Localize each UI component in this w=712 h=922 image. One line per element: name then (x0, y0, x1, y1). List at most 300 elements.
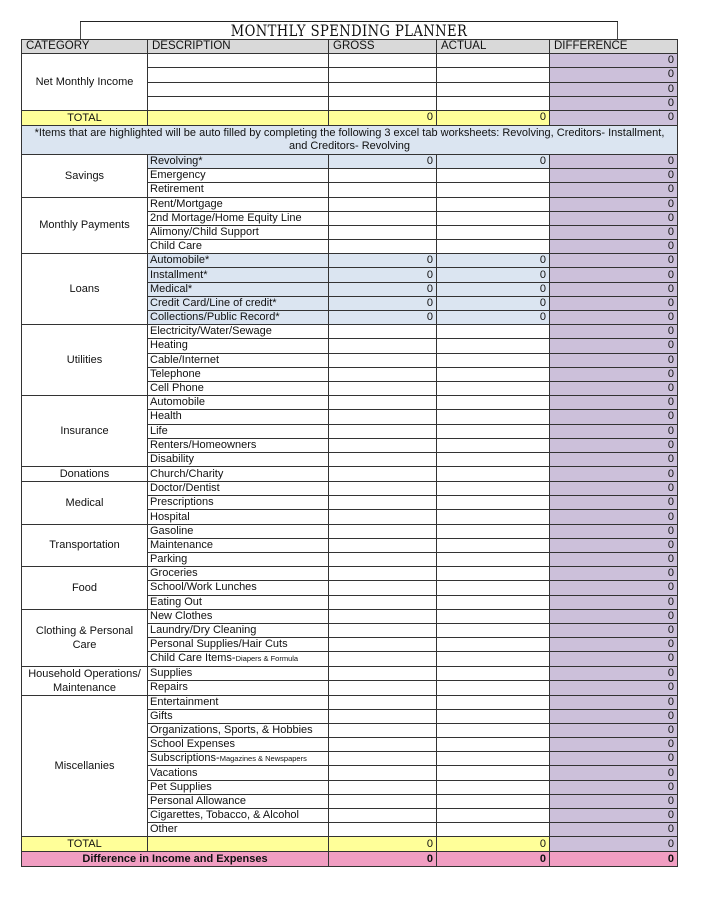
gross-cell[interactable] (329, 467, 437, 482)
actual-cell[interactable]: 0 (437, 311, 550, 325)
page-title: MONTHLY SPENDING PLANNER (80, 21, 618, 39)
description-cell[interactable] (148, 54, 329, 68)
difference-cell: 0 (550, 666, 678, 681)
gross-cell[interactable] (329, 681, 437, 696)
difference-cell: 0 (550, 311, 678, 325)
difference-cell: 0 (550, 169, 678, 183)
difference-cell: 0 (550, 367, 678, 381)
actual-cell[interactable] (437, 225, 550, 239)
difference-cell: 0 (550, 296, 678, 310)
actual-cell[interactable] (437, 553, 550, 567)
gross-cell[interactable] (329, 211, 437, 225)
description-text: Disability (150, 452, 195, 465)
actual-cell[interactable] (437, 496, 550, 510)
actual-cell[interactable] (437, 183, 550, 197)
actual-cell[interactable] (437, 424, 550, 438)
description-cell[interactable] (148, 183, 329, 197)
difference-cell: 0 (550, 794, 678, 808)
actual-cell[interactable] (437, 723, 550, 737)
category-cell: Miscellanies (22, 695, 148, 837)
description-text: Doctor/Dentist (150, 482, 220, 495)
description-text: Automobile (150, 396, 206, 409)
actual-cell[interactable] (437, 538, 550, 552)
actual-cell[interactable] (437, 524, 550, 538)
actual-cell[interactable] (437, 367, 550, 381)
expense-total-row (22, 837, 678, 852)
expense-row (22, 396, 678, 410)
expense-row (22, 666, 678, 681)
description-cell[interactable] (148, 638, 329, 652)
gross-cell[interactable] (329, 381, 437, 395)
actual-cell[interactable] (437, 652, 550, 666)
description-text: Pet Supplies (150, 780, 212, 793)
description-cell[interactable] (148, 794, 329, 808)
description-cell[interactable] (148, 197, 329, 211)
description-text: Vacations (150, 766, 198, 779)
description-text: Rent/Mortgage (150, 197, 223, 210)
gross-cell[interactable]: 0 (329, 268, 437, 282)
difference-cell: 0 (550, 282, 678, 296)
difference-cell: 0 (550, 82, 678, 96)
actual-cell[interactable]: 0 (437, 268, 550, 282)
difference-cell: 0 (550, 567, 678, 581)
difference-cell: 0 (550, 510, 678, 524)
actual-cell[interactable] (437, 240, 550, 254)
description-cell[interactable] (148, 353, 329, 367)
description-cell[interactable] (148, 467, 329, 482)
gross-cell[interactable] (329, 68, 437, 82)
category-cell: Donations (22, 467, 148, 482)
gross-cell[interactable] (329, 452, 437, 466)
gross-total: 0 (329, 837, 437, 852)
description-cell[interactable] (148, 154, 329, 168)
difference-cell: 0 (550, 809, 678, 823)
autofill-note: *Items that are highlighted will be auto filled by completing the following 3 excel tab worksheets: Revolving, Creditors- Installment, and Creditors- Revolving (22, 125, 678, 154)
actual-cell[interactable] (437, 752, 550, 766)
difference-income-expenses-row (22, 852, 678, 867)
gross-cell[interactable] (329, 766, 437, 780)
description-text: Laundry/Dry Cleaning (150, 624, 257, 637)
difference-cell: 0 (550, 424, 678, 438)
description-cell[interactable] (148, 809, 329, 823)
description-text: Revolving* (150, 155, 203, 168)
gross-cell[interactable] (329, 567, 437, 581)
difference-cell: 0 (550, 452, 678, 466)
expense-row (22, 482, 678, 496)
description-cell[interactable] (148, 211, 329, 225)
actual-cell[interactable] (437, 666, 550, 681)
description-cell[interactable] (148, 240, 329, 254)
actual-cell[interactable] (437, 510, 550, 524)
description-text: Alimony/Child Support (150, 225, 259, 238)
description-cell[interactable] (148, 496, 329, 510)
actual-cell[interactable] (437, 396, 550, 410)
category-header: CATEGORY (22, 40, 148, 54)
actual-cell[interactable] (437, 709, 550, 723)
category-cell: Household Operations/ Maintenance (22, 666, 148, 695)
description-text: Parking (150, 553, 188, 566)
actual-cell[interactable] (437, 809, 550, 823)
gross-total: 0 (329, 110, 437, 125)
description-text: Supplies (150, 666, 193, 679)
gross-cell[interactable]: 0 (329, 282, 437, 296)
actual-cell[interactable] (437, 482, 550, 496)
note-row (22, 125, 678, 154)
difference-cell: 0 (550, 738, 678, 752)
description-cell[interactable] (148, 752, 329, 766)
actual-cell[interactable] (437, 211, 550, 225)
description-text: Retirement (150, 183, 204, 196)
description-text: Maintenance (150, 538, 213, 551)
gross-cell[interactable] (329, 652, 437, 666)
actual-cell[interactable]: 0 (437, 254, 550, 268)
description-cell[interactable] (148, 381, 329, 395)
difference-cell: 0 (550, 183, 678, 197)
actual-cell[interactable] (437, 638, 550, 652)
gross-cell[interactable] (329, 169, 437, 183)
gross-cell[interactable] (329, 709, 437, 723)
actual-cell[interactable] (437, 823, 550, 837)
difference-cell: 0 (550, 595, 678, 609)
description-cell[interactable] (148, 823, 329, 837)
description-text: Personal Supplies/Hair Cuts (150, 638, 288, 651)
gross-cell[interactable] (329, 752, 437, 766)
category-cell: Net Monthly Income (22, 54, 148, 111)
actual-cell[interactable] (437, 169, 550, 183)
difference-cell: 0 (550, 766, 678, 780)
planner-table (21, 39, 678, 867)
gross-cell[interactable] (329, 609, 437, 623)
description-cell[interactable] (148, 225, 329, 239)
description-cell[interactable] (148, 254, 329, 268)
description-text: Hospital (150, 510, 190, 523)
actual-cell[interactable] (437, 623, 550, 637)
description-cell[interactable] (148, 96, 329, 110)
gross-cell[interactable] (329, 666, 437, 681)
gross-cell[interactable] (329, 410, 437, 424)
actual-cell[interactable] (437, 452, 550, 466)
gross-cell[interactable] (329, 581, 437, 595)
description-cell[interactable] (148, 681, 329, 696)
description-text: Gifts (150, 709, 173, 722)
description-text: Cell Phone (150, 382, 204, 395)
actual-total: 0 (437, 837, 550, 852)
description-text: Automobile* (150, 254, 210, 267)
description-text: Life (150, 424, 168, 437)
description-text: Church/Charity (150, 467, 224, 480)
description-cell[interactable] (148, 282, 329, 296)
description-text: Renters/Homeowners (150, 438, 257, 451)
difference-cell: 0 (550, 524, 678, 538)
description-cell[interactable] (148, 510, 329, 524)
actual-cell[interactable] (437, 353, 550, 367)
difference-cell: 0 (550, 381, 678, 395)
gross-difference: 0 (329, 852, 437, 867)
gross-cell[interactable] (329, 623, 437, 637)
description-cell[interactable] (148, 723, 329, 737)
description-cell[interactable] (148, 410, 329, 424)
description-cell[interactable] (148, 68, 329, 82)
category-cell: Medical (22, 482, 148, 525)
difference-cell: 0 (550, 709, 678, 723)
difference-cell: 0 (550, 695, 678, 709)
description-text: Emergency (150, 169, 206, 182)
description-cell[interactable] (148, 268, 329, 282)
actual-cell[interactable] (437, 581, 550, 595)
gross-cell[interactable] (329, 325, 437, 339)
gross-cell[interactable] (329, 183, 437, 197)
actual-cell[interactable] (437, 595, 550, 609)
category-cell: Monthly Payments (22, 197, 148, 254)
description-text: Electricity/Water/Sewage (150, 325, 272, 338)
difference-cell: 0 (550, 396, 678, 410)
description-cell[interactable] (148, 339, 329, 353)
actual-cell[interactable] (437, 197, 550, 211)
gross-cell[interactable] (329, 339, 437, 353)
actual-cell[interactable] (437, 438, 550, 452)
difference-cell: 0 (550, 581, 678, 595)
category-cell: Savings (22, 154, 148, 197)
expense-row (22, 524, 678, 538)
difference-total: 0 (550, 837, 678, 852)
actual-cell[interactable] (437, 738, 550, 752)
difference-cell: 0 (550, 638, 678, 652)
gross-cell[interactable]: 0 (329, 311, 437, 325)
description-cell[interactable] (148, 438, 329, 452)
gross-cell[interactable] (329, 438, 437, 452)
gross-cell[interactable] (329, 723, 437, 737)
difference-cell: 0 (550, 467, 678, 482)
actual-cell[interactable] (437, 339, 550, 353)
actual-cell[interactable]: 0 (437, 296, 550, 310)
description-text: Repairs (150, 681, 188, 694)
expense-row (22, 467, 678, 482)
description-cell[interactable] (148, 567, 329, 581)
description-cell[interactable] (148, 766, 329, 780)
expense-row (22, 254, 678, 268)
gross-cell[interactable] (329, 82, 437, 96)
description-cell[interactable] (148, 652, 329, 666)
description-cell[interactable] (148, 609, 329, 623)
difference-cell: 0 (550, 410, 678, 424)
gross-cell[interactable] (329, 595, 437, 609)
difference-cell: 0 (550, 225, 678, 239)
description-cell[interactable] (148, 169, 329, 183)
description-text: Organizations, Sports, & Hobbies (150, 723, 313, 736)
description-cell[interactable] (148, 325, 329, 339)
gross-cell[interactable] (329, 396, 437, 410)
description-cell[interactable] (148, 452, 329, 466)
actual-cell[interactable] (437, 681, 550, 696)
description-text: Groceries (150, 567, 198, 580)
difference-cell: 0 (550, 482, 678, 496)
category-cell: Transportation (22, 524, 148, 567)
description-text: Telephone (150, 367, 201, 380)
gross-cell[interactable] (329, 738, 437, 752)
description-text: Credit Card/Line of credit* (150, 296, 277, 309)
description-text: Gasoline (150, 524, 194, 537)
actual-cell[interactable] (437, 54, 550, 68)
actual-cell[interactable]: 0 (437, 282, 550, 296)
difference-cell: 0 (550, 681, 678, 696)
category-cell: Clothing & Personal Care (22, 609, 148, 666)
category-cell: Loans (22, 254, 148, 325)
description-cell[interactable] (148, 82, 329, 96)
difference-cell: 0 (550, 780, 678, 794)
category-cell: Food (22, 567, 148, 610)
difference-cell: 0 (550, 496, 678, 510)
gross-cell[interactable] (329, 54, 437, 68)
description-text: Prescriptions (150, 496, 214, 509)
actual-cell[interactable]: 0 (437, 154, 550, 168)
gross-cell[interactable] (329, 482, 437, 496)
gross-cell[interactable]: 0 (329, 296, 437, 310)
difference-label: Difference in Income and Expenses (22, 852, 329, 867)
description-cell[interactable] (148, 595, 329, 609)
actual-cell[interactable] (437, 467, 550, 482)
gross-cell[interactable] (329, 510, 437, 524)
gross-cell[interactable] (329, 794, 437, 808)
total-label: TOTAL (22, 837, 148, 852)
difference-cell: 0 (550, 553, 678, 567)
description-cell[interactable] (148, 367, 329, 381)
actual-difference: 0 (437, 852, 550, 867)
expense-row (22, 695, 678, 709)
actual-total: 0 (437, 110, 550, 125)
description-cell[interactable] (148, 311, 329, 325)
difference-cell: 0 (550, 353, 678, 367)
description-text: Personal Allowance (150, 794, 247, 807)
description-cell[interactable] (148, 424, 329, 438)
expense-row (22, 325, 678, 339)
description-cell[interactable] (148, 738, 329, 752)
income-total-row (22, 110, 678, 125)
description-text: Child Care Items- (150, 652, 236, 665)
difference-cell: 0 (550, 438, 678, 452)
actual-cell[interactable] (437, 96, 550, 110)
description-cell (148, 110, 329, 125)
gross-cell[interactable] (329, 553, 437, 567)
actual-cell[interactable] (437, 82, 550, 96)
difference-cell: 0 (550, 723, 678, 737)
description-cell[interactable] (148, 538, 329, 552)
description-cell[interactable] (148, 482, 329, 496)
actual-cell[interactable] (437, 766, 550, 780)
difference-cell: 0 (550, 823, 678, 837)
description-cell[interactable] (148, 296, 329, 310)
expense-row (22, 567, 678, 581)
actual-cell[interactable] (437, 381, 550, 395)
description-cell[interactable] (148, 623, 329, 637)
gross-cell[interactable] (329, 367, 437, 381)
description-text: Other (150, 823, 178, 836)
gross-cell[interactable] (329, 780, 437, 794)
actual-cell[interactable] (437, 68, 550, 82)
description-text: School/Work Lunches (150, 581, 257, 594)
description-text: Collections/Public Record* (150, 311, 280, 324)
actual-cell[interactable] (437, 609, 550, 623)
description-text: Installment* (150, 268, 208, 281)
gross-cell[interactable] (329, 638, 437, 652)
description-text: 2nd Mortage/Home Equity Line (150, 211, 302, 224)
spending-planner-sheet (21, 21, 677, 867)
description-note: Magazines & Newspapers (219, 754, 307, 764)
difference-header: DIFFERENCE (550, 40, 678, 54)
gross-cell[interactable] (329, 524, 437, 538)
difference-cell: 0 (550, 240, 678, 254)
gross-cell[interactable]: 0 (329, 254, 437, 268)
difference-cell: 0 (550, 268, 678, 282)
gross-cell[interactable] (329, 496, 437, 510)
difference-cell: 0 (550, 154, 678, 168)
difference-difference: 0 (550, 852, 678, 867)
description-cell[interactable] (148, 709, 329, 723)
actual-cell[interactable] (437, 794, 550, 808)
description-header: DESCRIPTION (148, 40, 329, 54)
expense-row (22, 609, 678, 623)
difference-cell: 0 (550, 609, 678, 623)
difference-cell: 0 (550, 96, 678, 110)
income-row (22, 54, 678, 68)
actual-cell[interactable] (437, 567, 550, 581)
gross-cell[interactable] (329, 538, 437, 552)
gross-cell[interactable] (329, 240, 437, 254)
description-cell[interactable] (148, 666, 329, 681)
difference-cell: 0 (550, 339, 678, 353)
actual-cell[interactable] (437, 410, 550, 424)
difference-cell: 0 (550, 54, 678, 68)
difference-cell: 0 (550, 623, 678, 637)
gross-cell[interactable] (329, 353, 437, 367)
description-cell[interactable] (148, 396, 329, 410)
description-cell[interactable] (148, 581, 329, 595)
actual-cell[interactable] (437, 780, 550, 794)
description-cell (148, 837, 329, 852)
description-cell[interactable] (148, 524, 329, 538)
difference-cell: 0 (550, 254, 678, 268)
difference-cell: 0 (550, 752, 678, 766)
difference-cell: 0 (550, 325, 678, 339)
expense-row (22, 154, 678, 168)
description-cell[interactable] (148, 695, 329, 709)
gross-cell[interactable] (329, 823, 437, 837)
gross-cell[interactable] (329, 424, 437, 438)
description-text: Child Care (150, 240, 202, 253)
description-cell[interactable] (148, 780, 329, 794)
gross-cell[interactable]: 0 (329, 154, 437, 168)
actual-cell[interactable] (437, 695, 550, 709)
difference-cell: 0 (550, 197, 678, 211)
actual-cell[interactable] (437, 325, 550, 339)
description-text: New Clothes (150, 609, 213, 622)
difference-cell: 0 (550, 211, 678, 225)
gross-cell[interactable] (329, 96, 437, 110)
description-text: Cable/Internet (150, 353, 220, 366)
gross-cell[interactable] (329, 225, 437, 239)
description-text: Entertainment (150, 695, 219, 708)
gross-header: GROSS (329, 40, 437, 54)
description-text: Heating (150, 339, 188, 352)
category-cell: Insurance (22, 396, 148, 467)
description-cell[interactable] (148, 553, 329, 567)
gross-cell[interactable] (329, 197, 437, 211)
description-note: Diapers & Formula (235, 654, 299, 664)
header-row (22, 40, 678, 54)
difference-cell: 0 (550, 68, 678, 82)
gross-cell[interactable] (329, 809, 437, 823)
description-text: Medical* (150, 282, 193, 295)
gross-cell[interactable] (329, 695, 437, 709)
